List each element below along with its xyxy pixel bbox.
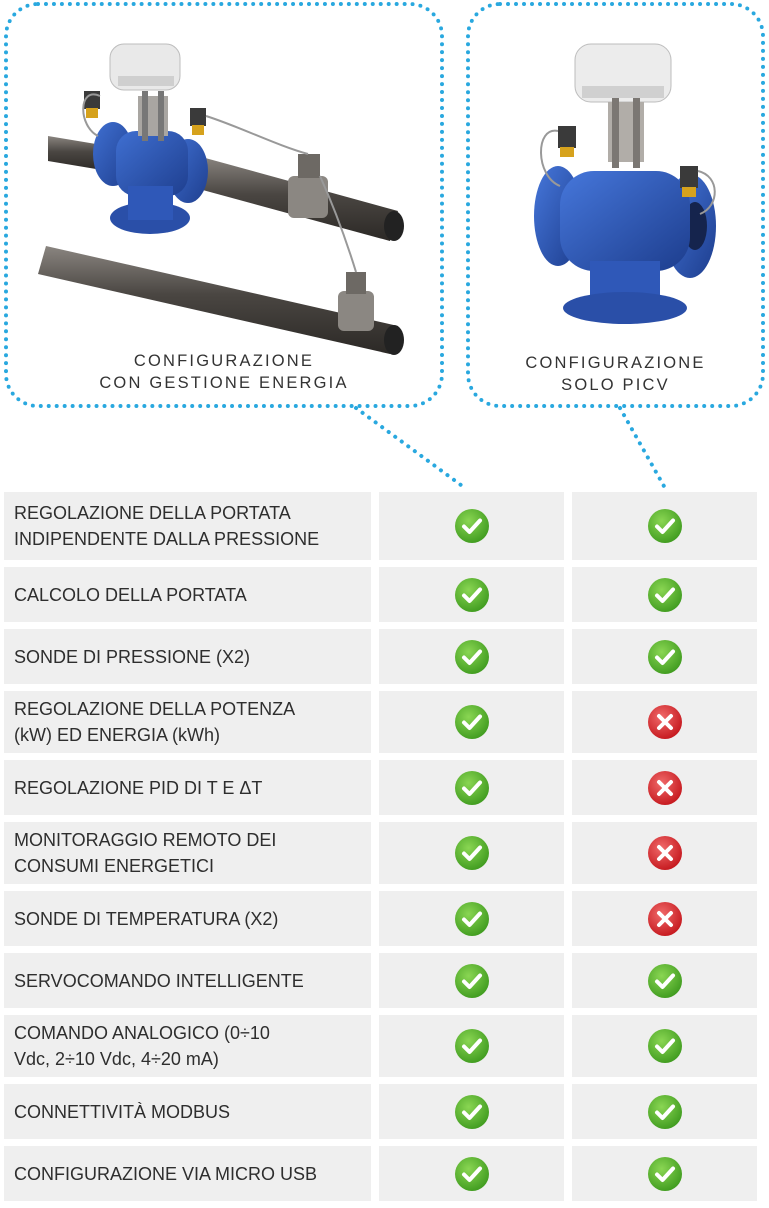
check-icon <box>454 901 490 937</box>
check-icon <box>647 1028 683 1064</box>
check-icon <box>647 1094 683 1130</box>
status-cell-picv <box>572 567 757 622</box>
feature-label-line: SERVOCOMANDO INTELLIGENTE <box>14 970 304 991</box>
check-icon <box>647 508 683 544</box>
table-row <box>4 1015 766 1077</box>
status-cell-energy <box>379 1015 564 1077</box>
feature-label <box>4 691 371 753</box>
status-cell-energy <box>379 492 564 560</box>
feature-label-line: CONFIGURAZIONE VIA MICRO USB <box>14 1163 318 1184</box>
feature-label <box>4 822 371 884</box>
feature-label <box>4 629 371 684</box>
status-cell-picv <box>572 691 757 753</box>
cross-icon <box>647 704 683 740</box>
config-caption-picv <box>470 352 761 396</box>
feature-label-line: REGOLAZIONE DELLA PORTATA <box>14 503 291 523</box>
valve-energy-illustration <box>38 36 418 356</box>
status-cell-picv <box>572 492 757 560</box>
feature-label <box>4 1015 371 1077</box>
table-row <box>4 567 766 622</box>
table-row <box>4 891 766 946</box>
feature-label <box>4 492 371 560</box>
check-icon <box>454 1094 490 1130</box>
feature-comparison-table <box>4 492 766 1208</box>
table-row <box>4 822 766 884</box>
status-cell-picv <box>572 760 757 815</box>
feature-label <box>4 1146 371 1201</box>
check-icon <box>647 639 683 675</box>
status-cell-picv <box>572 1015 757 1077</box>
check-icon <box>647 963 683 999</box>
status-cell-picv <box>572 953 757 1008</box>
feature-label-line: SONDE DI PRESSIONE (X2) <box>14 646 251 667</box>
check-icon <box>454 1156 490 1192</box>
status-cell-energy <box>379 1146 564 1201</box>
config-caption-energy <box>8 350 440 394</box>
feature-label <box>4 1084 371 1139</box>
feature-label-line: MONITORAGGIO REMOTO DEI <box>14 830 277 850</box>
check-icon <box>454 1028 490 1064</box>
caption-line: CON GESTIONE ENERGIA <box>99 374 349 392</box>
feature-label-line: CALCOLO DELLA PORTATA <box>14 584 247 605</box>
check-icon <box>454 508 490 544</box>
check-icon <box>647 1156 683 1192</box>
feature-label-line: INDIPENDENTE DALLA PRESSIONE <box>14 529 320 549</box>
table-row <box>4 492 766 560</box>
table-row <box>4 1146 766 1201</box>
caption-line: CONFIGURAZIONE <box>525 354 706 372</box>
check-icon <box>454 639 490 675</box>
feature-label <box>4 953 371 1008</box>
status-cell-energy <box>379 760 564 815</box>
status-cell-picv <box>572 1084 757 1139</box>
feature-label <box>4 891 371 946</box>
config-card-picv <box>466 2 765 408</box>
check-icon <box>647 577 683 613</box>
status-cell-picv <box>572 822 757 884</box>
cross-icon <box>647 901 683 937</box>
status-cell-energy <box>379 822 564 884</box>
feature-label-line: REGOLAZIONE DELLA POTENZA <box>14 699 296 719</box>
status-cell-energy <box>379 629 564 684</box>
status-cell-energy <box>379 891 564 946</box>
status-cell-energy <box>379 691 564 753</box>
table-row <box>4 760 766 815</box>
caption-line: CONFIGURAZIONE <box>133 352 315 370</box>
status-cell-picv <box>572 891 757 946</box>
feature-label <box>4 760 371 815</box>
table-row <box>4 691 766 753</box>
check-icon <box>454 577 490 613</box>
feature-label-line: (kW) ED ENERGIA (kWh) <box>14 725 220 745</box>
check-icon <box>454 963 490 999</box>
table-row <box>4 1084 766 1139</box>
check-icon <box>454 704 490 740</box>
check-icon <box>454 835 490 871</box>
status-cell-picv <box>572 629 757 684</box>
feature-label-line: COMANDO ANALOGICO (0÷10 <box>14 1023 270 1043</box>
table-row <box>4 629 766 684</box>
feature-label-line: SONDE DI TEMPERATURA (X2) <box>14 908 279 929</box>
feature-label-line: CONSUMI ENERGETICI <box>14 856 215 876</box>
caption-line: SOLO PICV <box>561 376 670 394</box>
feature-label-line: Vdc, 2÷10 Vdc, 4÷20 mA) <box>14 1049 219 1069</box>
status-cell-energy <box>379 953 564 1008</box>
config-card-energy <box>4 2 444 408</box>
valve-picv-illustration <box>530 36 720 336</box>
table-row <box>4 953 766 1008</box>
cross-icon <box>647 835 683 871</box>
feature-label-line: CONNETTIVITÀ MODBUS <box>14 1101 231 1122</box>
status-cell-energy <box>379 1084 564 1139</box>
cross-icon <box>647 770 683 806</box>
status-cell-energy <box>379 567 564 622</box>
status-cell-picv <box>572 1146 757 1201</box>
feature-label <box>4 567 371 622</box>
check-icon <box>454 770 490 806</box>
feature-label-line: REGOLAZIONE PID DI T E ΔT <box>14 777 263 798</box>
